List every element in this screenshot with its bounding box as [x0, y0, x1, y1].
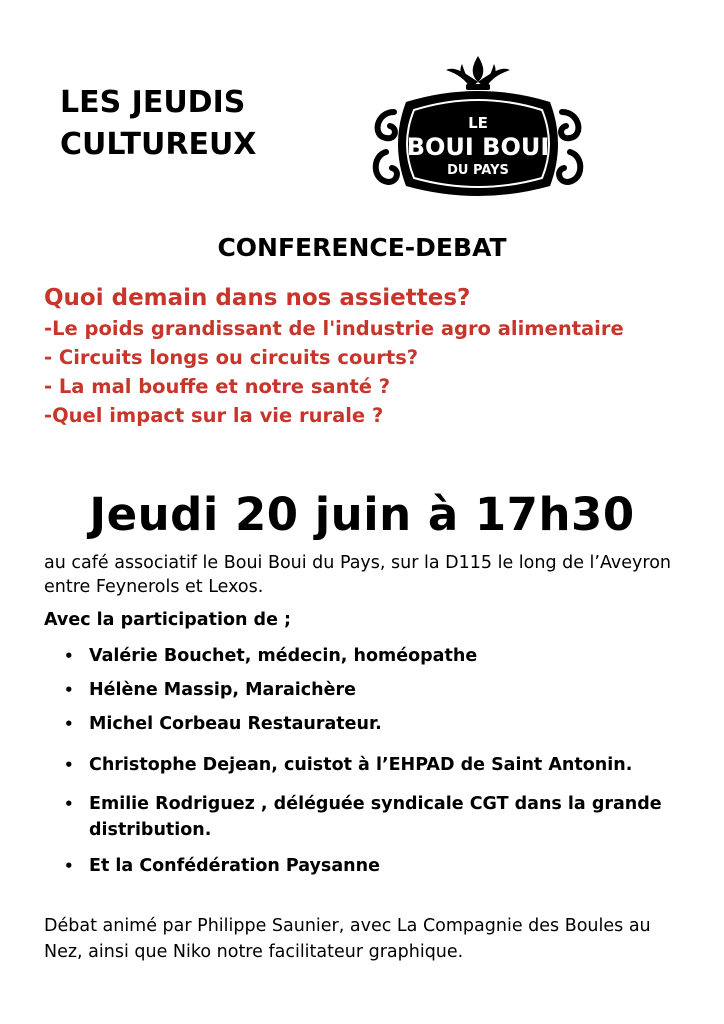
participant-item: [64, 791, 664, 843]
participant-text: Valérie Bouchet, médecin, homéopathe: [89, 646, 478, 666]
participant-item: [64, 677, 664, 703]
logo-line-le: LE: [468, 114, 488, 132]
participant-text: Michel Corbeau Restaurateur.: [89, 714, 382, 734]
main-question: Quoi demain dans nos assiettes?: [44, 285, 471, 311]
event-date: Jeudi 20 juin à 17h30: [89, 488, 635, 541]
series-title-line-1: LES JEUDIS: [60, 85, 246, 120]
topic-item: -Le poids grandissant de l'industrie agro alimentaire: [44, 317, 624, 340]
logo-line-du-pays: DU PAYS: [447, 163, 509, 178]
bullet-icon: •: [64, 857, 74, 875]
logo-line-boui-boui: BOUI BOUI: [406, 133, 550, 161]
participants-list: [64, 643, 664, 879]
bullet-icon: •: [64, 756, 74, 774]
bullet-icon: •: [64, 681, 74, 699]
participant-text: Emilie Rodriguez , déléguée syndicale CGT dans la grande distribution.: [89, 794, 662, 840]
participant-item: [64, 643, 664, 669]
topic-item: - Circuits longs ou circuits courts?: [44, 346, 419, 369]
participant-item: [64, 853, 664, 879]
series-title-line-2: CULTUREUX: [60, 127, 257, 162]
bullet-icon: •: [64, 795, 74, 813]
topics-list: [44, 282, 684, 430]
bullet-icon: •: [64, 647, 74, 665]
participant-text: Hélène Massip, Maraichère: [89, 680, 356, 700]
event-type-heading: CONFERENCE-DEBAT: [217, 233, 507, 262]
participant-text: Christophe Dejean, cuistot à l’EHPAD de Saint Antonin.: [89, 755, 633, 775]
topic-item: - La mal bouffe et notre santé ?: [44, 375, 391, 398]
participation-label: Avec la participation de ;: [44, 610, 292, 630]
topic-item: -Quel impact sur la vie rurale ?: [44, 404, 384, 427]
participant-item: [64, 752, 664, 778]
venue-text: au café associatif le Boui Boui du Pays, sur la D115 le long de l’Aveyron entre Feynerols et Lexos.: [44, 553, 672, 597]
boui-boui-logo: [366, 52, 590, 202]
bullet-icon: •: [64, 715, 74, 733]
series-title: [60, 82, 320, 166]
footer-text: Débat animé par Philippe Saunier, avec La Compagnie des Boules au Nez, ainsi que Niko notre facilitateur graphique.: [44, 916, 651, 962]
participant-text: Et la Confédération Paysanne: [89, 856, 380, 876]
participant-item: [64, 711, 664, 737]
